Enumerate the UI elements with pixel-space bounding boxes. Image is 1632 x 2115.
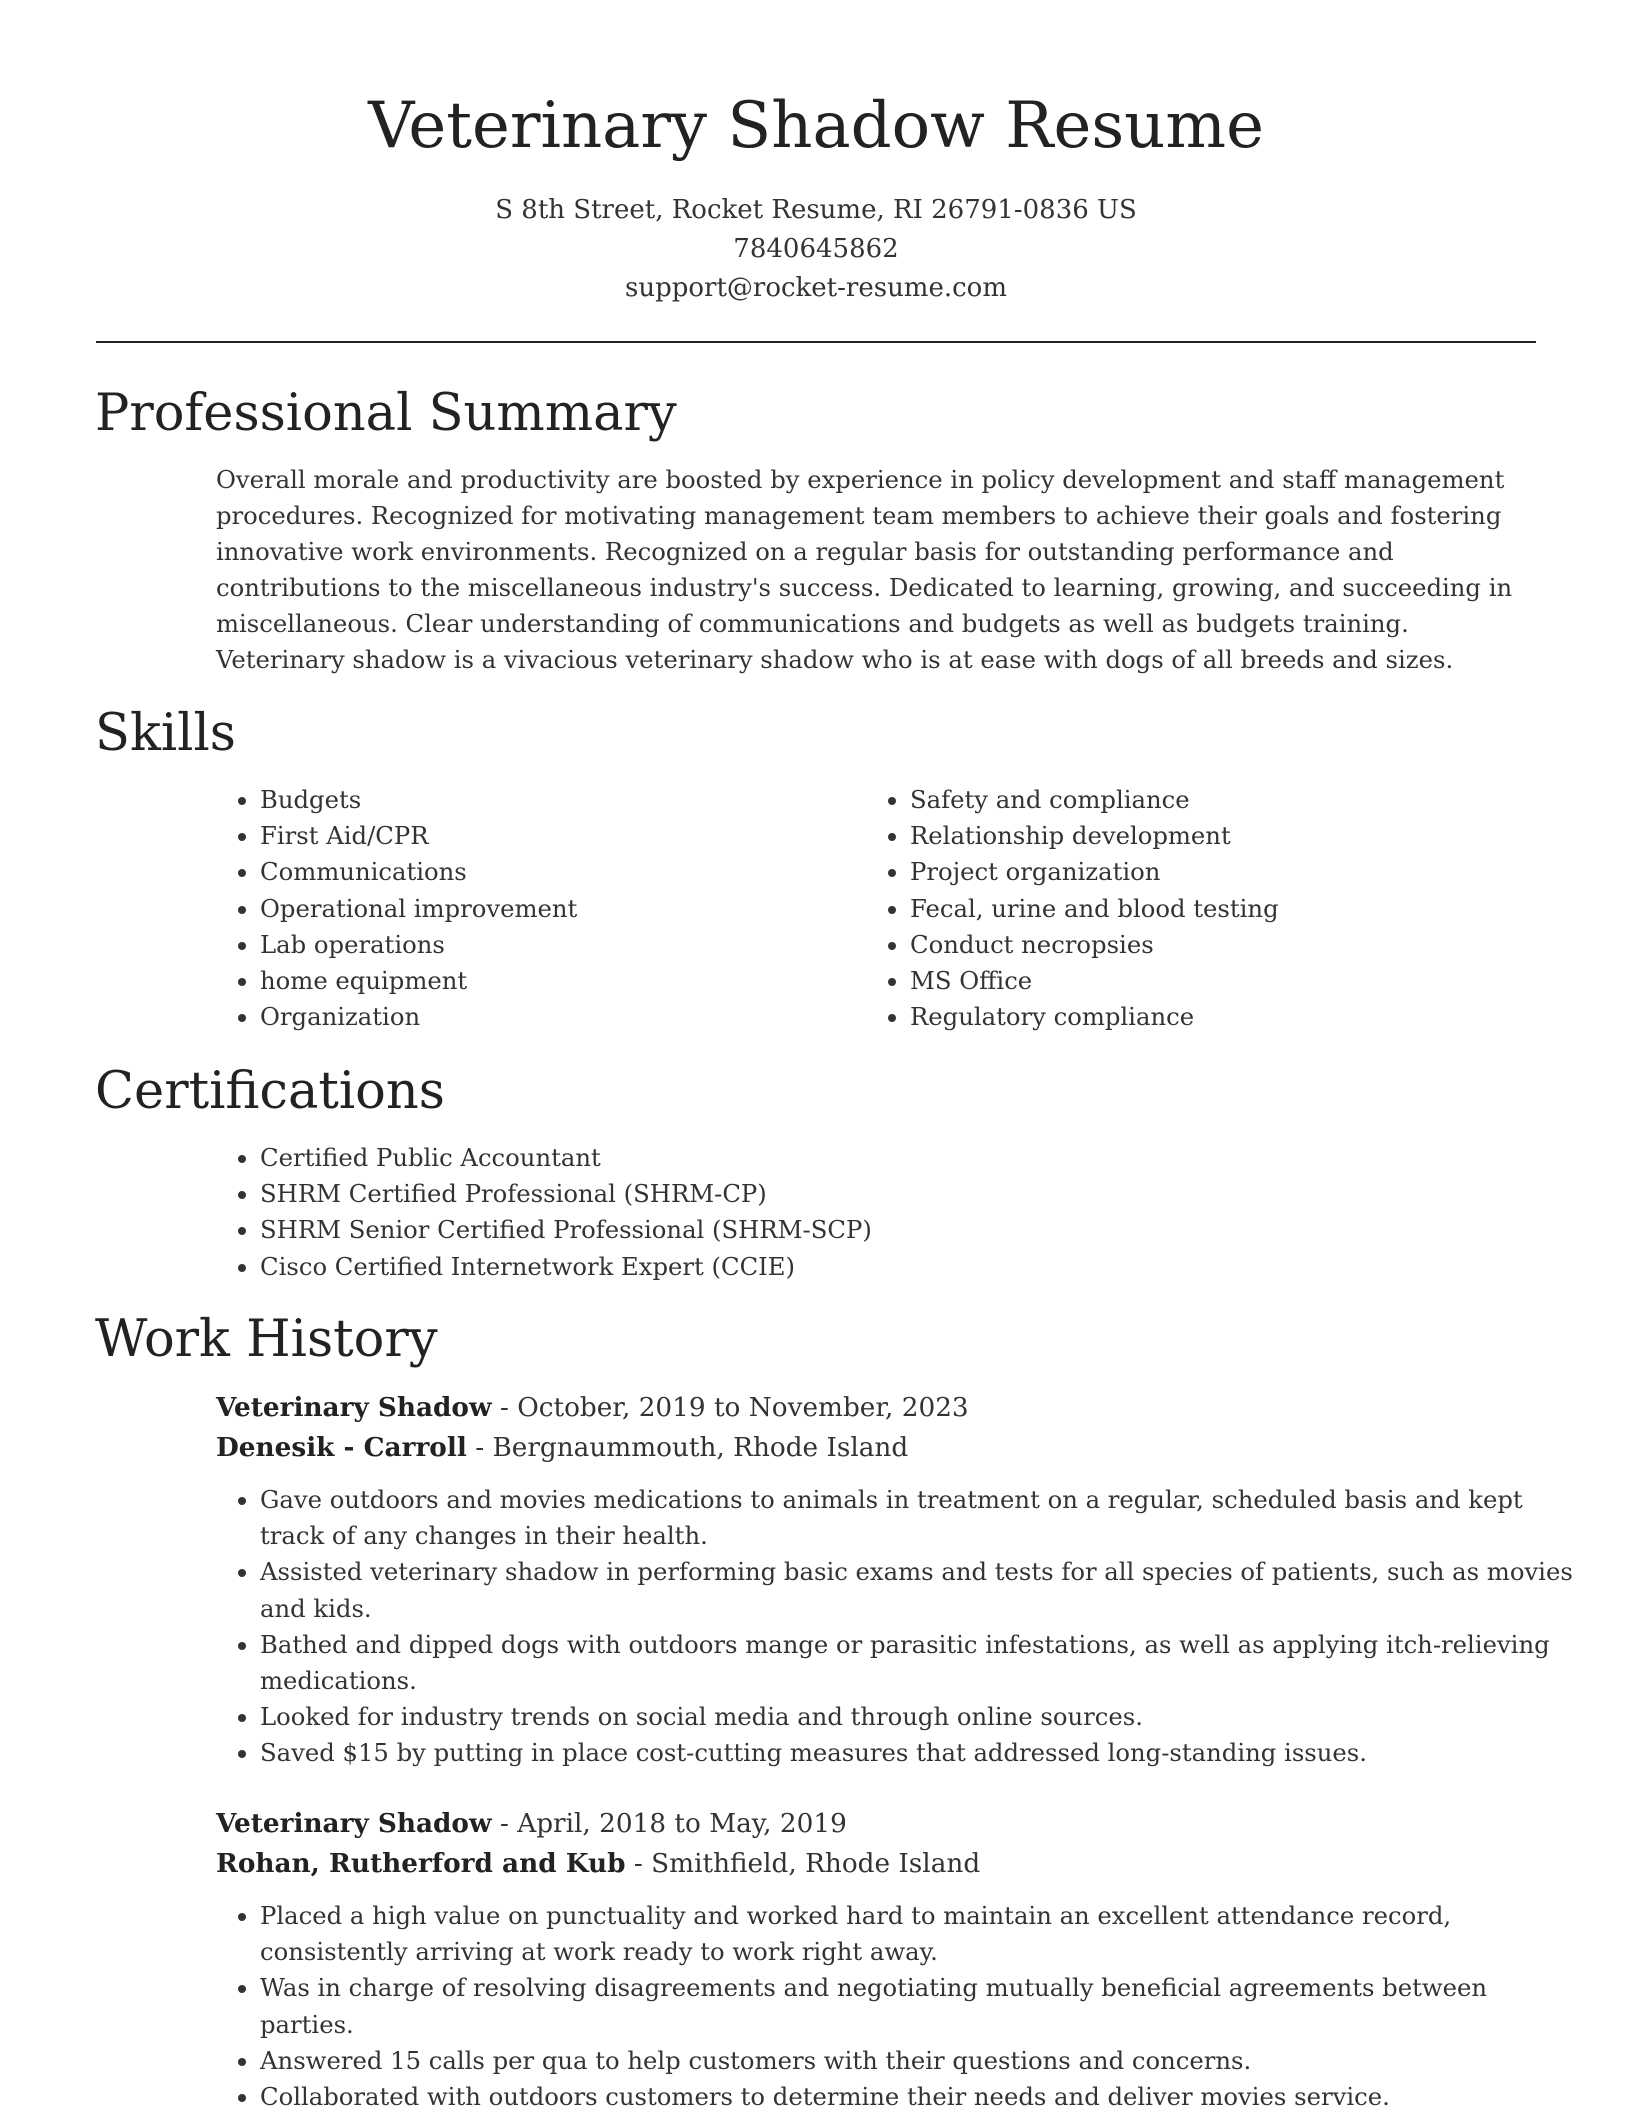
skill-item: • Organization: [260, 999, 860, 1035]
certification-item: • SHRM Certified Professional (SHRM-CP): [260, 1176, 1540, 1212]
certifications-list: [216, 1140, 1540, 1285]
job-bullet: • Bathed and dipped dogs with outdoors mange or parasitic infestations, as well as applying itch-relieving medications.: [260, 1627, 1580, 1699]
job-position: Veterinary Shadow: [216, 1392, 492, 1423]
job-bullet: • Placed a high value on punctuality and worked hard to maintain an excellent attendance record, consistently arriving at work ready to work right away.: [260, 1898, 1580, 1970]
resume-title: Veterinary Shadow Resume: [368, 89, 1264, 163]
skill-item: • home equipment: [260, 963, 860, 999]
job-company-line: [216, 1428, 908, 1468]
skills-list-right: [866, 782, 1550, 1035]
job-title-line: [216, 1388, 969, 1428]
job-title-line: [216, 1804, 847, 1844]
job-bullet: • Collaborated with outdoors customers to determine their needs and deliver movies service.: [260, 2079, 1580, 2115]
certifications-heading: Certifications: [95, 1062, 445, 1121]
skill-item: • First Aid/CPR: [260, 818, 860, 854]
skill-item: • Lab operations: [260, 927, 860, 963]
certification-item: • Cisco Certified Internetwork Expert (CCIE): [260, 1249, 1540, 1285]
skill-item: • Fecal, urine and blood testing: [910, 891, 1550, 927]
skill-item: • Safety and compliance: [910, 782, 1550, 818]
job-position: Veterinary Shadow: [216, 1808, 492, 1839]
job-bullet: • Was in charge of resolving disagreements and negotiating mutually beneficial agreements between parties.: [260, 1970, 1580, 2042]
job-separator: -: [633, 1849, 652, 1879]
job-location: Smithfield, Rhode Island: [651, 1849, 981, 1879]
job-bullet: • Assisted veterinary shadow in performing basic exams and tests for all species of patients, such as movies and kids.: [260, 1554, 1580, 1626]
job-company: Rohan, Rutherford and Kub: [216, 1848, 626, 1879]
skill-item: • Relationship development: [910, 818, 1550, 854]
job-company-line: [216, 1844, 980, 1884]
job-bullet: • Answered 15 calls per qua to help customers with their questions and concerns.: [260, 2043, 1580, 2079]
job-separator: -: [475, 1433, 493, 1463]
skill-item: • Project organization: [910, 854, 1550, 890]
job-bullet: • Gave outdoors and movies medications to animals in treatment on a regular, scheduled basis and kept track of any changes in their health.: [260, 1482, 1580, 1554]
skills-heading: Skills: [95, 704, 236, 763]
job-company: Denesik - Carroll: [216, 1432, 467, 1463]
work-history-heading: Work History: [95, 1310, 438, 1369]
certification-item: • SHRM Senior Certified Professional (SHRM-SCP): [260, 1212, 1540, 1248]
job-separator: -: [499, 1809, 518, 1839]
skill-item: • Budgets: [260, 782, 860, 818]
contact-phone: 7840645862: [733, 234, 899, 264]
job-bullets: [216, 1482, 1580, 1772]
job-separator: -: [499, 1393, 518, 1423]
contact-email: support@rocket-resume.com: [624, 273, 1007, 303]
skill-item: • MS Office: [910, 963, 1550, 999]
job-dates: October, 2019 to November, 2023: [517, 1393, 969, 1423]
skills-list-left: [216, 782, 860, 1035]
job-dates: April, 2018 to May, 2019: [517, 1809, 847, 1839]
skill-item: • Conduct necropsies: [910, 927, 1550, 963]
skill-item: • Operational improvement: [260, 891, 860, 927]
header-divider: [96, 341, 1536, 343]
skill-item: • Communications: [260, 854, 860, 890]
job-bullets: [216, 1898, 1580, 2115]
job-bullet: • Saved $15 by putting in place cost-cutting measures that addressed long-standing issues.: [260, 1735, 1580, 1771]
certification-item: • Certified Public Accountant: [260, 1140, 1540, 1176]
contact-address: S 8th Street, Rocket Resume, RI 26791-0836 US: [495, 195, 1137, 225]
job-bullet: • Looked for industry trends on social media and through online sources.: [260, 1699, 1580, 1735]
summary-heading: Professional Summary: [95, 384, 677, 443]
summary-text: Overall morale and productivity are boosted by experience in policy development and staff management procedures. Recognized for motivating management team members to achieve their goals and fostering innovative work environments. Recognized on a regular basis for outstanding performance and contributions to the miscellaneous industry's success. Dedicated to learning, growing, and succeeding in miscellaneous. Clear understanding of communications and budgets as well as budgets training. Veterinary shadow is a vivacious veterinary shadow who is at ease with dogs of all breeds and sizes.: [216, 465, 1513, 674]
skill-item: • Regulatory compliance: [910, 999, 1550, 1035]
contact-block: [0, 191, 1632, 308]
job-location: Bergnaummouth, Rhode Island: [492, 1433, 909, 1463]
